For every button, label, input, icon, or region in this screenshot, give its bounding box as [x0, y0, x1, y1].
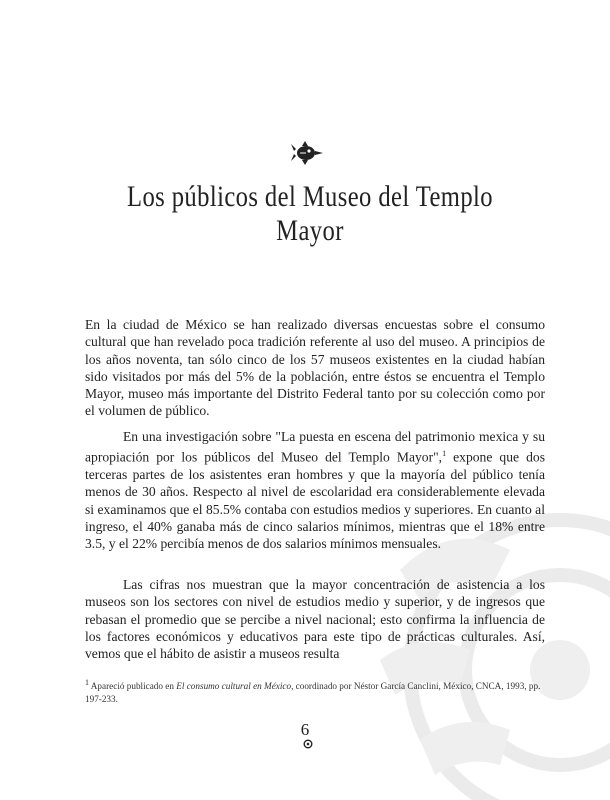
footnote-suffix: , coordinado por Néstor García Canclini, México, CNCA, 1993, pp. 197-233. [85, 681, 541, 705]
aztec-bird-glyph-icon [290, 140, 324, 166]
circle-dot-icon [303, 739, 313, 749]
footnote [85, 676, 545, 706]
paragraph-1-text: En la ciudad de México se han realizado diversas encuestas sobre el consumo cultural que han revelado poca tradición referente al uso del museo. A principios de los años noventa, tan sólo cinco de los 57 museos existentes en la ciudad habían sido visitados por más del 5% de la población, entre éstos se encuentra el Templo Mayor, museo más importante del Distrito Federal tanto por su colección como por el volumen de público. [85, 317, 545, 419]
footnote-prefix: Apareció publicado en [90, 681, 177, 692]
paragraph-2-text-b: expone que dos terceras partes de los asistentes eran hombres y que la mayoría del público tenía menos de 30 años. Respecto al nivel de escolaridad era considerablemente elevada si examinamos que el 85.5% contaba con estudios medios y superiores. En cuanto al ingreso, el 40% ganaba más de cinco salarios mínimos, mientras que el 18% entre 3.5, y el 22% percibía menos de dos salarios mínimos mensuales. [85, 449, 545, 552]
page-number: 6 [300, 720, 310, 739]
paragraph-1 [85, 316, 545, 420]
footnote-reference: 1 [442, 449, 447, 459]
paragraph-2 [85, 428, 545, 553]
footnote-marker: 1 [85, 678, 89, 687]
paragraph-2-text-a: En una investigación sobre "La puesta en escena del patrimonio mexica y su apropiación por los públicos del Museo del Templo Mayor", [85, 429, 545, 465]
footnote-book-title: El consumo cultural en México [176, 681, 292, 692]
paragraph-3-text: Las cifras nos muestran que la mayor concentración de asistencia a los museos son los sectores con nivel de estudios medio y superior, y de ingresos que rebasan el promedio que se percibe a nivel nacional; esto confirma la influencia de los factores económicos y educativos para este tipo de prácticas culturales. Así, vemos que el hábito de asistir a museos resulta [85, 577, 545, 662]
paragraph-3 [85, 576, 545, 662]
page-title: Los públicos del Museo del Templo Mayor [127, 180, 493, 247]
